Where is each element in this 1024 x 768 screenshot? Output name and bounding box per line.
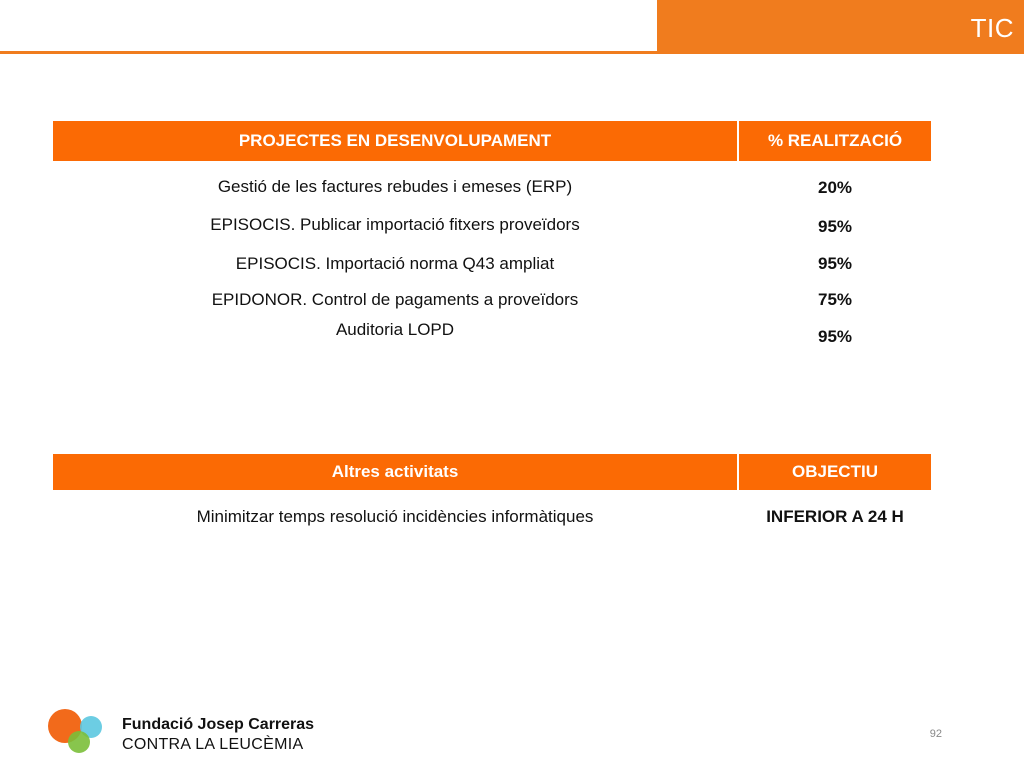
table-row-value: INFERIOR A 24 H — [766, 507, 904, 526]
table-row-name: Minimitzar temps resolució incidències informàtiques — [196, 507, 594, 526]
column-header-activities: Altres activitats — [331, 462, 459, 481]
table-row-value: 20% — [817, 178, 853, 197]
table-row-name: Gestió de les factures rebudes i emeses (ERP) — [217, 177, 573, 196]
table-header — [53, 454, 931, 490]
table-row-name: EPIDONOR. Control de pagaments a proveïdors — [211, 290, 579, 309]
table-header — [53, 121, 931, 161]
slide-title: TIC — [970, 13, 1014, 43]
column-header-objective: OBJECTIU — [792, 462, 878, 481]
table-row-value: 95% — [817, 254, 853, 273]
projects-table — [53, 121, 931, 361]
foundation-logo-icon — [46, 707, 106, 755]
table-row-name: Auditoria LOPD — [335, 320, 455, 339]
activities-table — [53, 454, 931, 534]
column-header-projects: PROJECTES EN DESENVOLUPAMENT — [238, 131, 552, 150]
title-tab — [657, 0, 1024, 52]
table-row-value: 95% — [817, 217, 853, 236]
page-number: 92 — [929, 728, 942, 740]
column-header-completion: % REALITZACIÓ — [767, 131, 903, 150]
table-row-name: EPISOCIS. Publicar importació fitxers proveïdors — [210, 215, 580, 234]
brand-tagline: CONTRA LA LEUCÈMIA — [122, 736, 304, 753]
table-row-value: 95% — [817, 327, 853, 346]
brand-name: Fundació Josep Carreras — [122, 716, 315, 733]
table-row-value: 75% — [817, 290, 853, 309]
table-row-name: EPISOCIS. Importació norma Q43 ampliat — [235, 254, 555, 273]
